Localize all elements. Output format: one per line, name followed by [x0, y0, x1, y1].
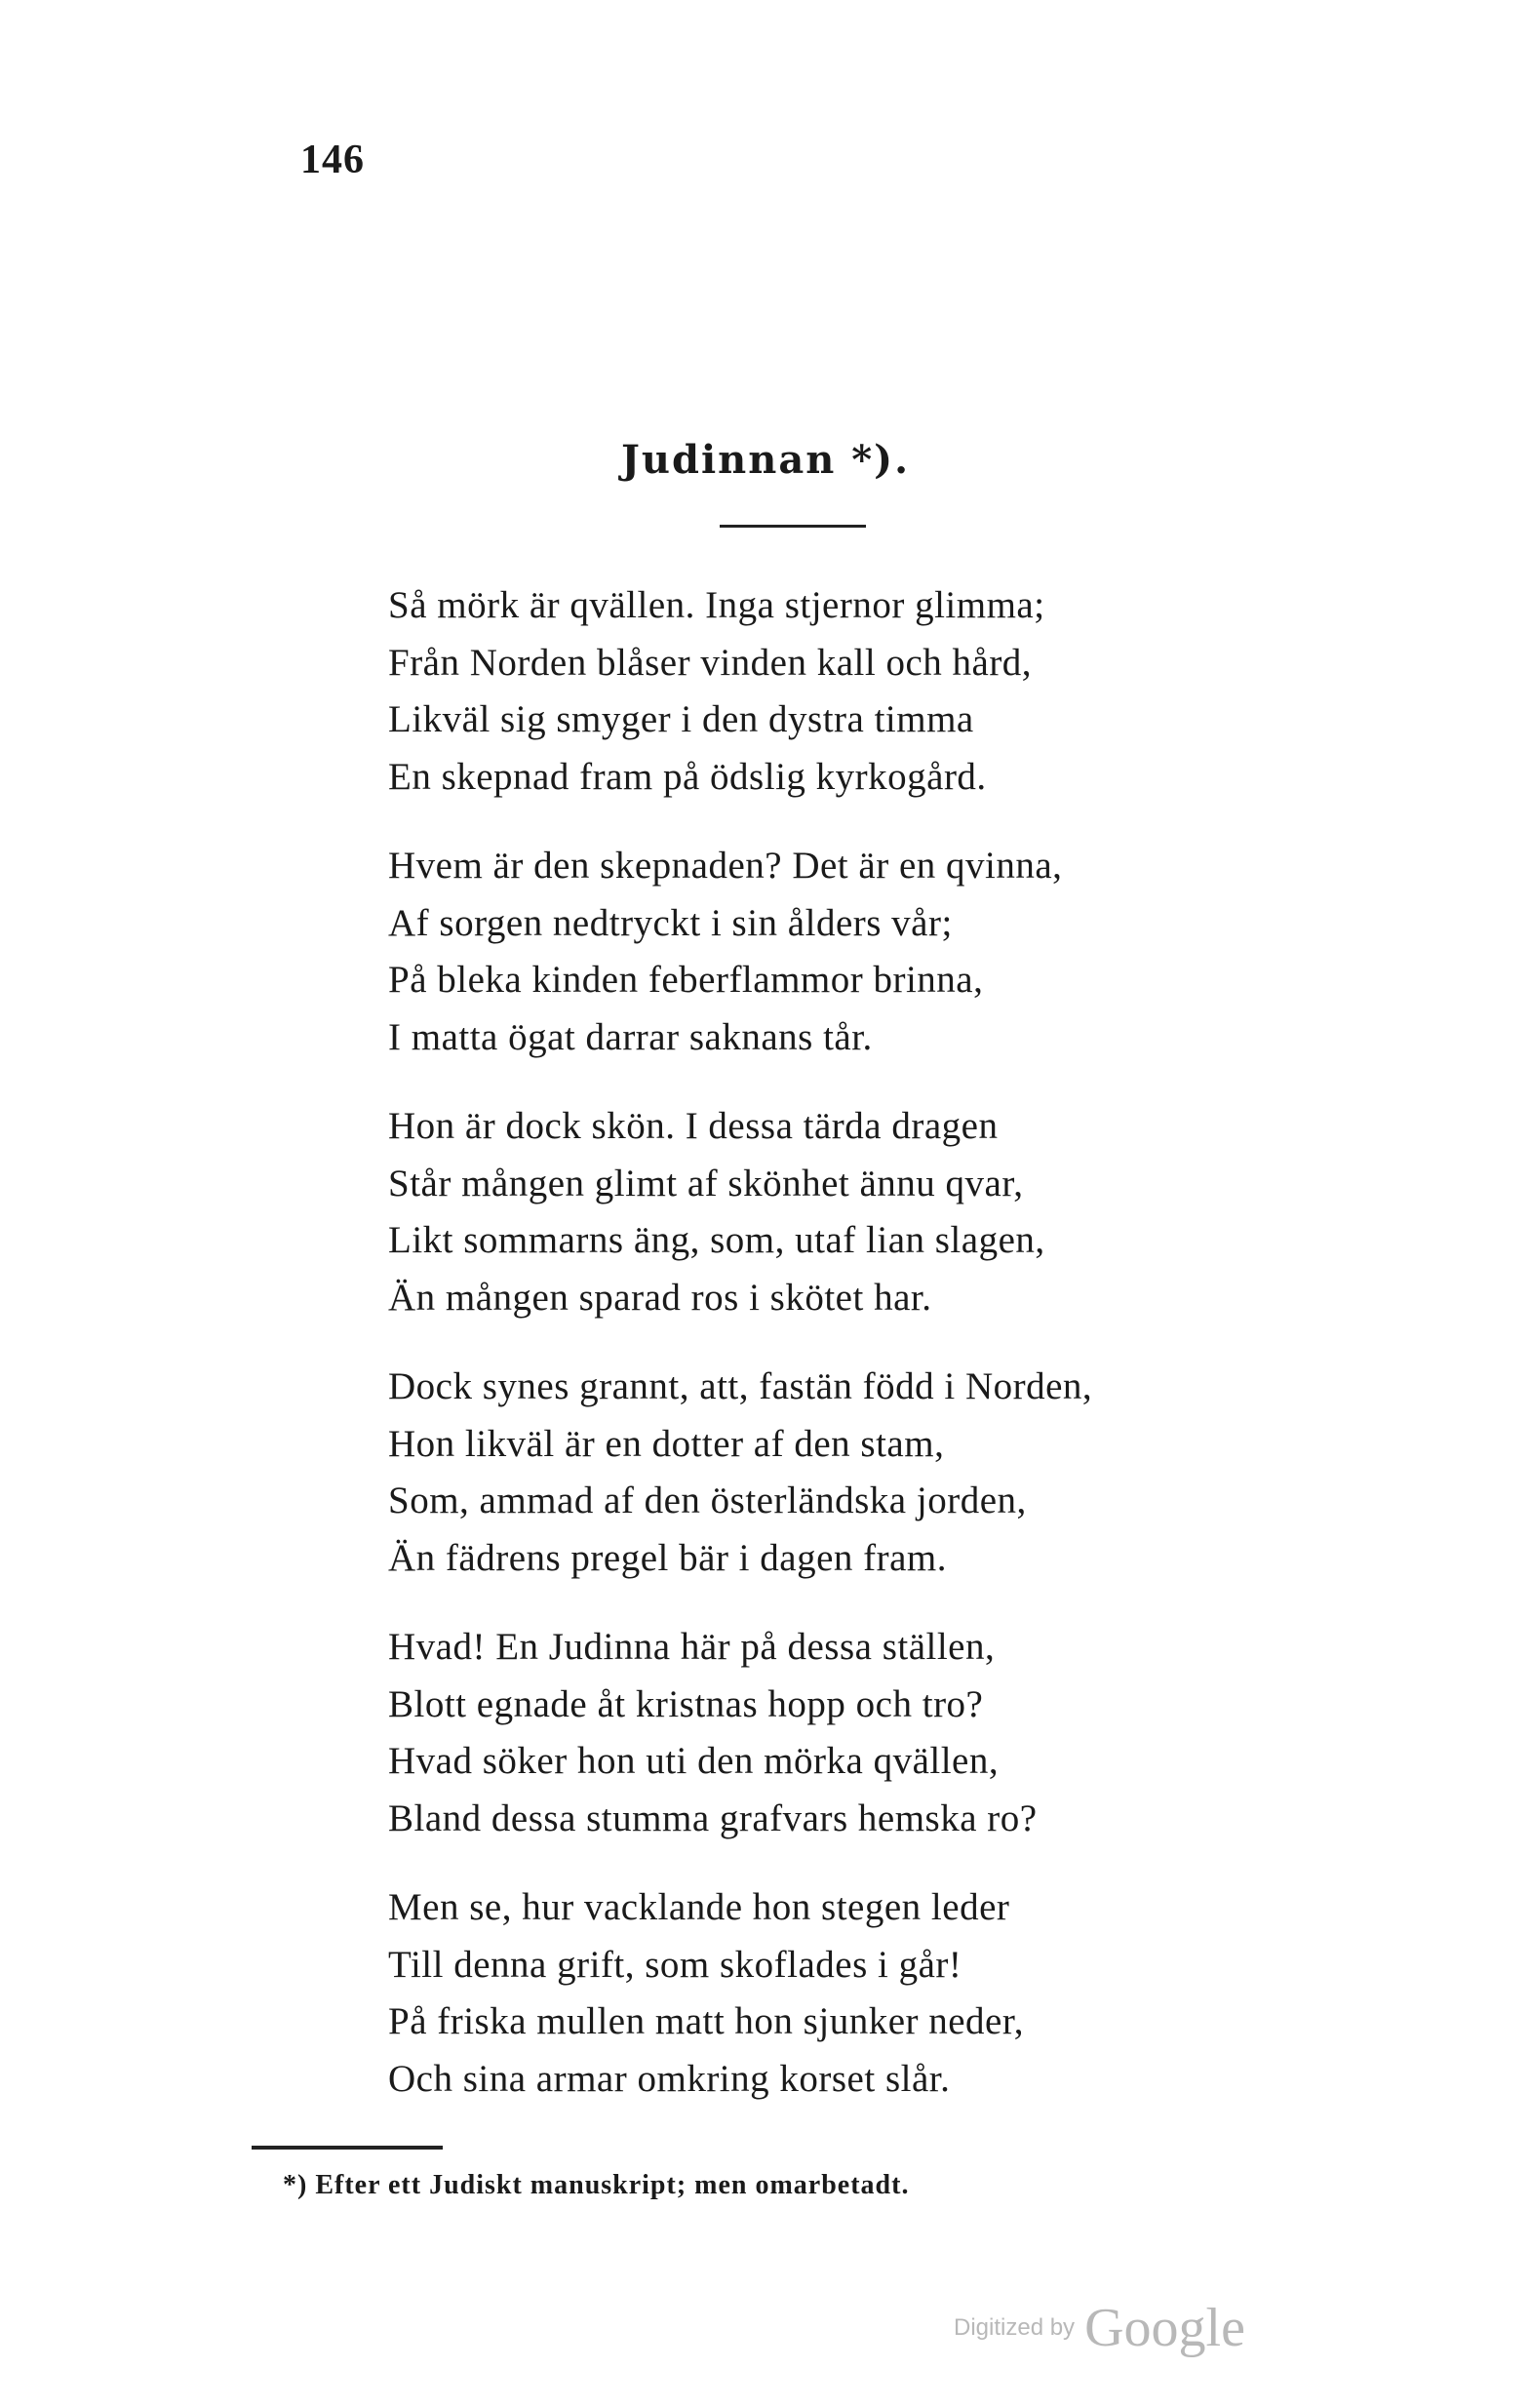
- poem-line: Bland dessa stumma grafvars hemska ro?: [388, 1796, 1038, 1839]
- poem-line: Än fädrens pregel bär i dagen fram.: [388, 1536, 948, 1579]
- poem-title: Judinnan *).: [620, 437, 911, 483]
- poem-line: Men se, hur vacklande hon stegen leder: [388, 1886, 1010, 1928]
- page-number: 146: [300, 138, 365, 182]
- stanza-2: [388, 838, 1363, 1066]
- footnote: *) Efter ett Judiskt manuskript; men omarbetadt.: [283, 2170, 910, 2200]
- poem-line: Likväl sig smyger i den dystra timma: [388, 698, 974, 740]
- poem-line: Från Norden blåser vinden kall och hård,: [388, 641, 1033, 684]
- poem-line: I matta ögat darrar saknans tår.: [388, 1015, 873, 1058]
- poem-line: På bleka kinden feberflammor brinna,: [388, 959, 984, 1001]
- stanza-6: [388, 1879, 1363, 2108]
- poem-line: Hvad! En Judinna här på dessa ställen,: [388, 1626, 996, 1668]
- poem-line: Och sina armar omkring korset slår.: [388, 2057, 951, 2100]
- poem-line: Blott egnade åt kristnas hopp och tro?: [388, 1682, 984, 1725]
- stanza-3: [388, 1098, 1363, 1326]
- stanza-4: [388, 1359, 1363, 1587]
- stanza-5: [388, 1619, 1363, 1847]
- poem-line: Dock synes grannt, att, fastän född i Norden,: [388, 1365, 1093, 1407]
- poem-line: Som, ammad af den österländska jorden,: [388, 1480, 1027, 1521]
- title-divider: [720, 525, 866, 528]
- google-logo: Google: [1084, 2298, 1245, 2358]
- poem-line: Af sorgen nedtryckt i sin ålders vår;: [388, 901, 953, 944]
- poem-line: Står mången glimt af skönhet ännu qvar,: [388, 1162, 1024, 1204]
- footnote-divider: [252, 2146, 443, 2150]
- poem-line: Till denna grift, som skoflades i går!: [388, 1943, 962, 1986]
- poem-line: En skepnad fram på ödslig kyrkogård.: [388, 755, 987, 798]
- poem-line: Hvad söker hon uti den mörka qvällen,: [388, 1740, 1000, 1782]
- poem-line: Hon likväl är en dotter af den stam,: [388, 1422, 945, 1465]
- digitized-watermark: [954, 2297, 1245, 2359]
- poem-body: [388, 577, 1363, 2140]
- poem-line: Så mörk är qvällen. Inga stjernor glimma;: [388, 584, 1045, 626]
- watermark-prefix: Digitized by: [954, 2314, 1076, 2341]
- poem-line: På friska mullen matt hon sjunker neder,: [388, 2000, 1025, 2042]
- poem-line: Än mången sparad ros i skötet har.: [388, 1276, 932, 1319]
- poem-line: Hon är dock skön. I dessa tärda dragen: [388, 1105, 999, 1147]
- poem-line: Hvem är den skepnaden? Det är en qvinna,: [388, 845, 1063, 887]
- stanza-1: [388, 577, 1363, 806]
- poem-line: Likt sommarns äng, som, utaf lian slagen,: [388, 1219, 1045, 1261]
